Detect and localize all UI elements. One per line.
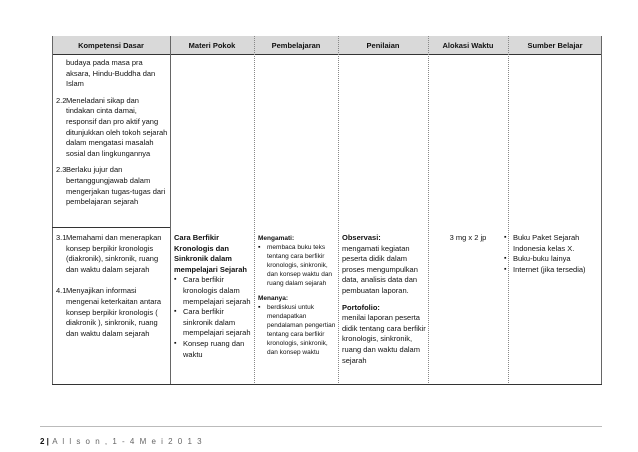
header-pembelajaran: Pembelajaran bbox=[254, 36, 338, 55]
kd-item bbox=[56, 96, 168, 160]
sumber-item: ▪ Buku Paket Sejarah Indonesia kelas X. bbox=[504, 233, 598, 254]
menanya-item: ▪ berdiskusi untuk mendapatkan pendalaman pengertian tentang cara berfikir kronologis, sinkronik, dan konsep waktu bbox=[258, 303, 336, 357]
syllabus-table bbox=[52, 36, 602, 385]
column-divider bbox=[428, 36, 429, 385]
table-border-left bbox=[52, 36, 53, 385]
kd-text: Memahami dan menerapkan konsep berpikir kronologis (diakronik), sinkronik, ruang dan waktu dalam sejarah bbox=[66, 233, 162, 274]
row1-kompetensi-cell bbox=[56, 58, 168, 214]
mengamati-item: ▪ membaca buku teks tentang cara berfikir kronologis, sinkronik, dan konsep waktu dan ruang dalam sejarah bbox=[258, 243, 336, 288]
pembelajaran-cell bbox=[258, 234, 336, 357]
menanya-title: Menanya: bbox=[258, 295, 288, 302]
page-number: 2 | bbox=[40, 437, 49, 446]
table-border-bottom bbox=[52, 384, 602, 385]
portofolio-title: Portofolio: bbox=[342, 302, 380, 312]
materi-item: ▪ Konsep ruang dan waktu bbox=[174, 339, 252, 360]
sumber-list bbox=[504, 233, 598, 275]
page-footer bbox=[40, 437, 203, 446]
kd-text: Meneladani sikap dan tindakan cinta damai, responsif dan pro aktif yang ditunjukkan oleh tokoh sejarah dalam mengatasi masalah sosial dan lingkungannya bbox=[66, 95, 168, 158]
materi-item: ▪ Cara berfikir sinkronik dalam mempelajari sejarah bbox=[174, 307, 252, 339]
materi-list bbox=[174, 275, 252, 360]
menanya-list bbox=[258, 303, 336, 357]
column-divider bbox=[170, 36, 171, 385]
alokasi-waktu-cell: 3 mg x 2 jp bbox=[449, 233, 487, 242]
observasi-title: Observasi: bbox=[342, 233, 381, 242]
column-divider bbox=[338, 36, 339, 385]
sumber-item: ▪ Buku-buku lainya bbox=[504, 254, 598, 265]
penilaian-cell bbox=[342, 233, 426, 366]
kd-number: 2.2 bbox=[56, 95, 67, 105]
sumber-item: ▪ Internet (jika tersedia) bbox=[504, 265, 598, 276]
column-divider bbox=[254, 36, 255, 385]
mengamati-list bbox=[258, 243, 336, 288]
kd-number: 3.1 bbox=[56, 233, 67, 242]
footer-rule bbox=[40, 426, 602, 427]
column-divider bbox=[508, 36, 509, 385]
row2-kompetensi-cell bbox=[56, 233, 168, 345]
portofolio-text: menilai laporan peserta didik tentang cara berfikir kronologis, sinkronik, ruang dan waktu dalam sejarah bbox=[342, 313, 426, 365]
sumber-belajar-cell bbox=[504, 233, 598, 275]
table-border-right bbox=[601, 36, 602, 385]
kd-continuation: budaya pada masa pra aksara, Hindu-Buddha dan Islam bbox=[66, 58, 156, 89]
kd-text: Menyajikan informasi mengenai keterkaitan antara konsep berpikir kronologis ( diakronik ), sinkronik, ruang dan waktu dalam sejarah bbox=[66, 286, 162, 338]
materi-title: Cara Berfikir Kronologis dan Sinkronik dalam mempelajari Sejarah bbox=[174, 233, 247, 274]
kd-item bbox=[56, 233, 168, 275]
kd-text: Berlaku jujur dan bertanggungjawab dalam mengerjakan tugas-tugas dari pembelajaran sejarah bbox=[66, 165, 166, 207]
kd-number: 4.1 bbox=[56, 286, 67, 296]
header-materi-pokok: Materi Pokok bbox=[170, 36, 254, 55]
mengamati-title: Mengamati: bbox=[258, 235, 295, 242]
header-penilaian: Penilaian bbox=[338, 36, 428, 55]
kd-number: 2.3 bbox=[56, 165, 67, 175]
header-alokasi-waktu: Alokasi Waktu bbox=[428, 36, 508, 55]
footer-text: A l l s o n , 1 - 4 M e i 2 0 1 3 bbox=[52, 437, 204, 446]
kd-item bbox=[56, 165, 168, 207]
kd-item bbox=[56, 286, 168, 339]
header-kompetensi-dasar: Kompetensi Dasar bbox=[52, 36, 170, 55]
observasi-text: mengamati kegiatan peserta didik dalam proses mengumpulkan data, analisis data dan pembuatan laporan. bbox=[342, 243, 418, 295]
materi-pokok-cell bbox=[174, 233, 252, 360]
row-divider bbox=[52, 227, 170, 228]
header-sumber-belajar: Sumber Belajar bbox=[508, 36, 602, 55]
materi-item: ▪ Cara berfikir kronologis dalam mempelajari sejarah bbox=[174, 275, 252, 307]
